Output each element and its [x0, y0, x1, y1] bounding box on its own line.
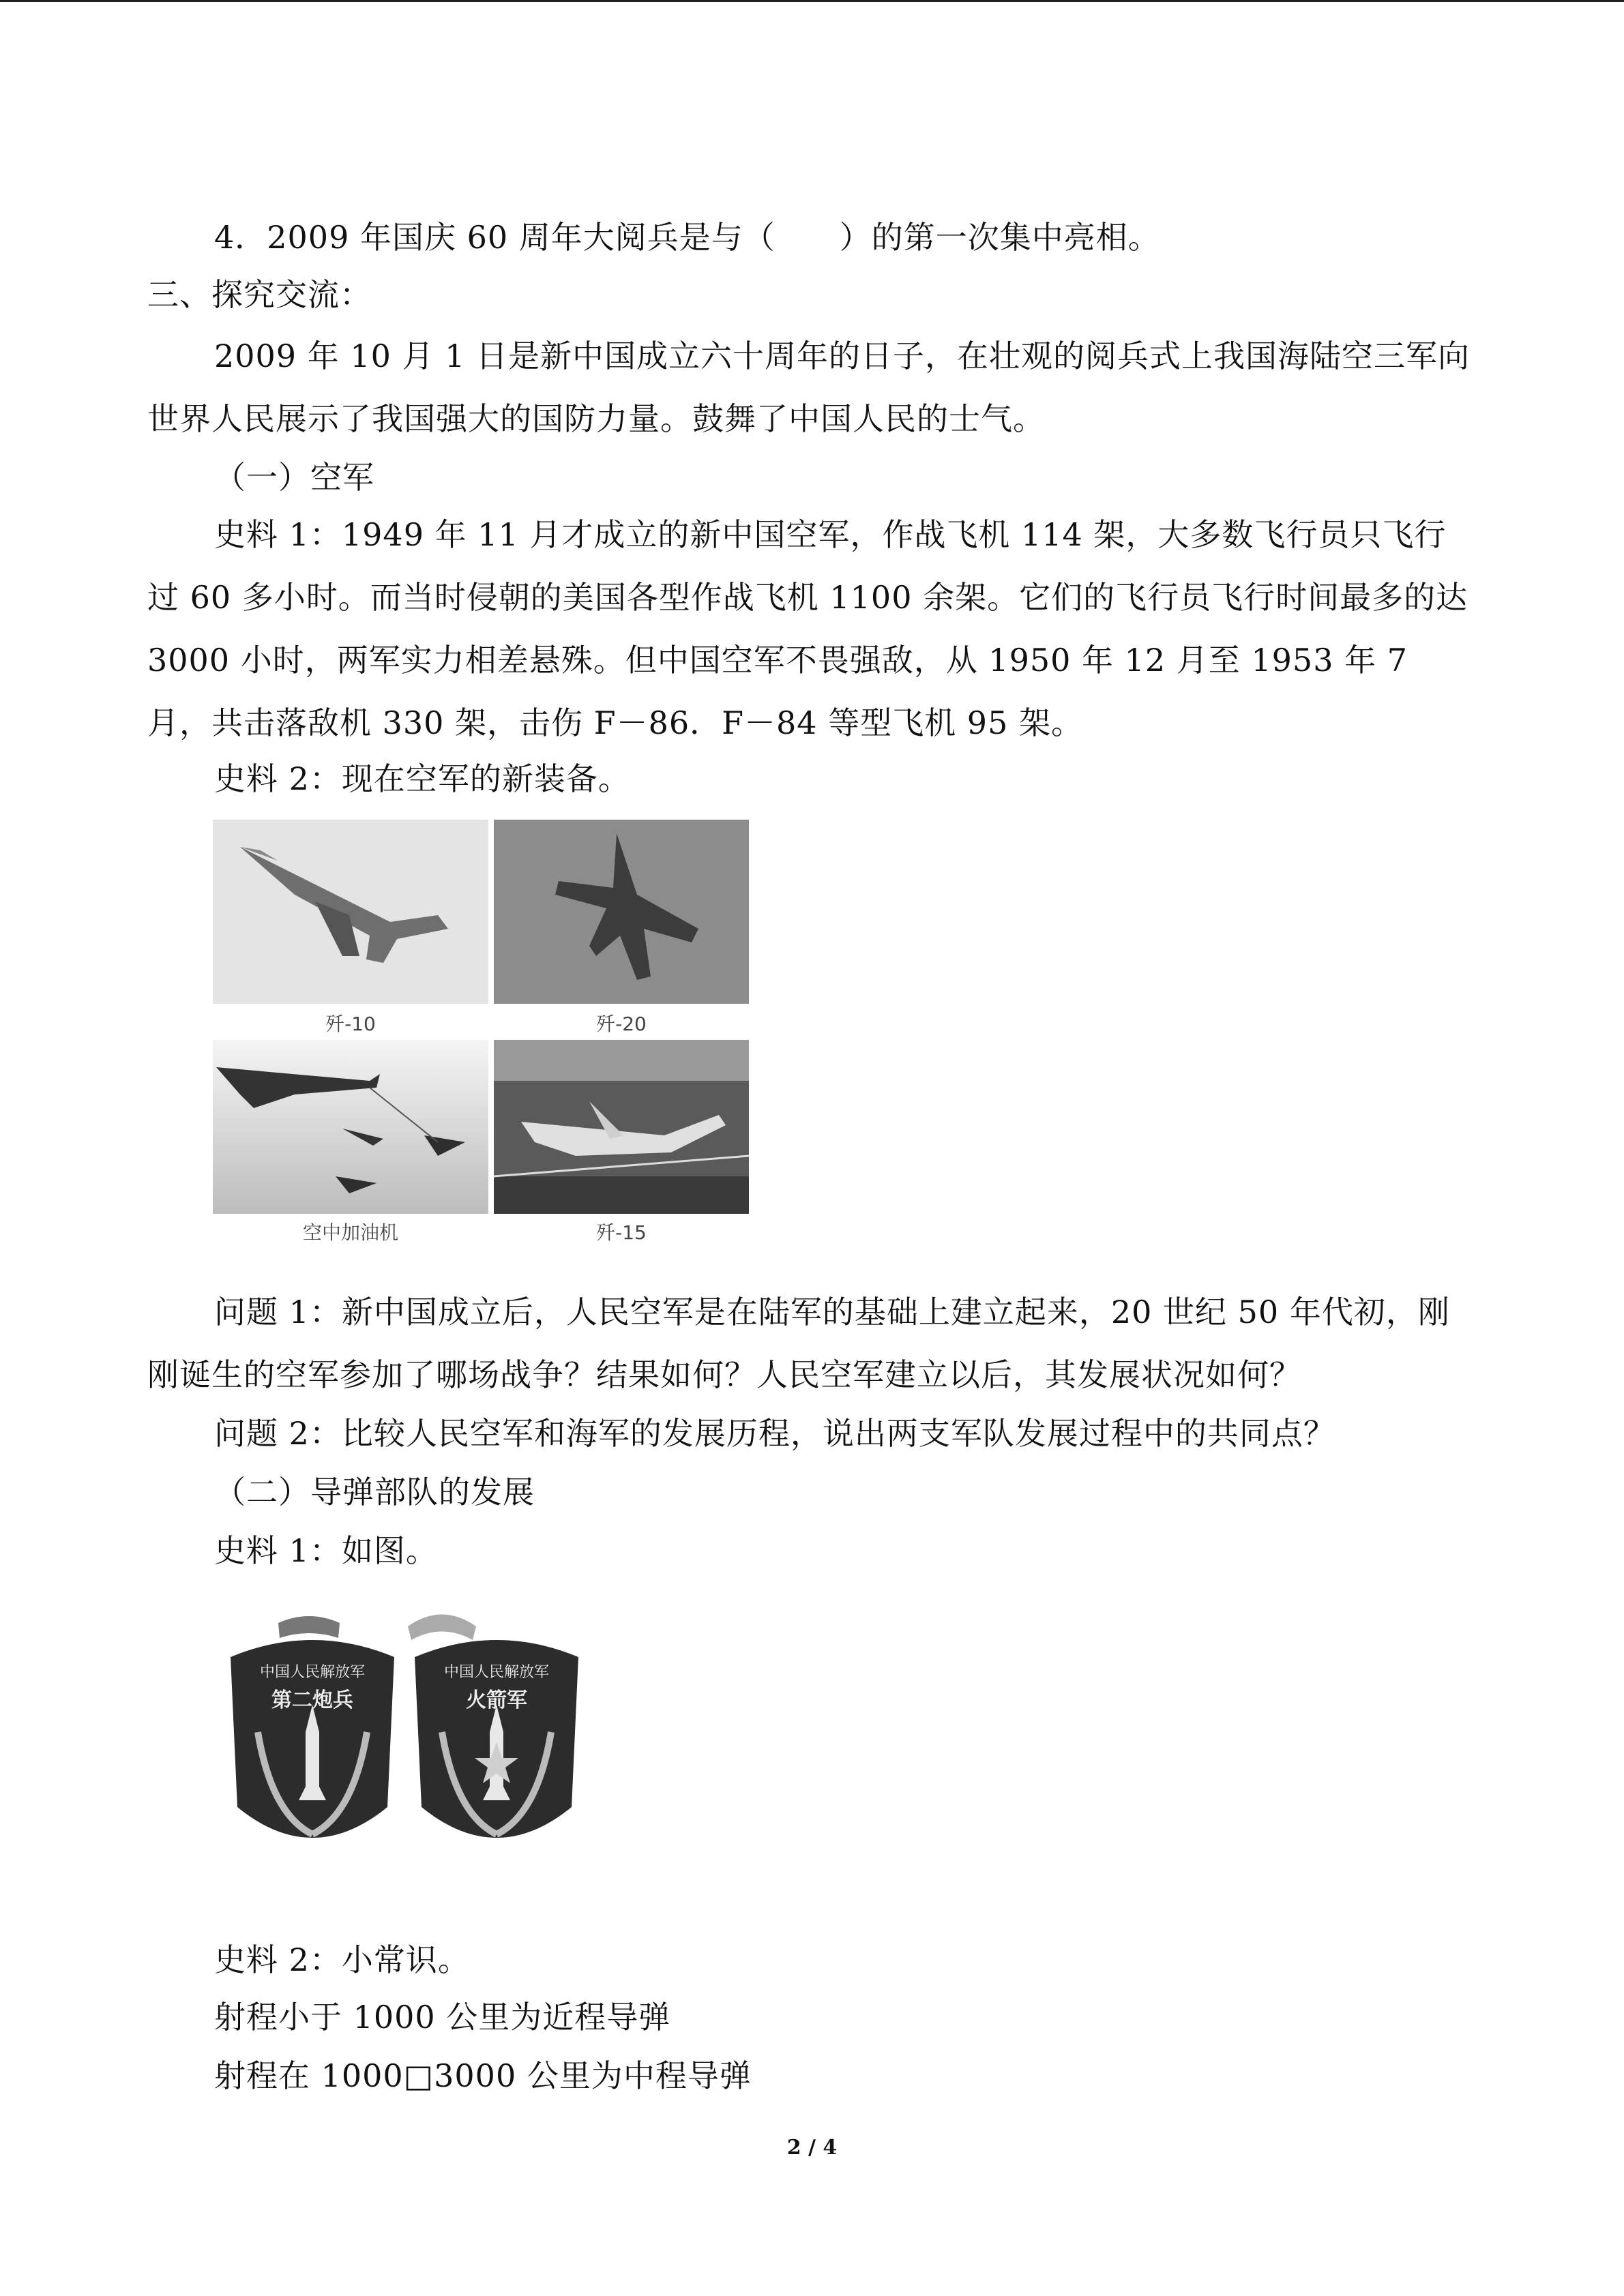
badge-left-name: 第二炮兵	[271, 1688, 353, 1712]
question-4: 4．2009 年国庆 60 周年大阅兵是与（ ）的第一次集中亮相。	[214, 219, 1160, 256]
subsection-air-force: （一）空军	[214, 459, 374, 496]
range-short: 射程小于 1000 公里为近程导弹	[214, 1999, 671, 2036]
material-1-figure: 史料 1：如图。	[214, 1532, 438, 1569]
material-2-heading: 史料 2：现在空军的新装备。	[214, 760, 630, 797]
material-2-knowledge: 史料 2：小常识。	[214, 1941, 470, 1978]
badge-right-top-text: 中国人民解放军	[443, 1664, 549, 1681]
caption-j20: 歼-20	[596, 1013, 647, 1035]
intro-paragraph: 2009 年 10 月 1 日是新中国成立六十周年的日子，在壮观的阅兵式上我国海陆空三军向世界人民展示了我国强大的国防力量。鼓舞了中国人民的士气。	[147, 338, 1470, 437]
range-medium: 射程在 1000□3000 公里为中程导弹	[214, 2057, 752, 2094]
tanker-photo	[213, 1040, 488, 1214]
material-1-paragraph: 史料 1：1949 年 11 月才成立的新中国空军，作战飞机 114 架，大多数飞行员只飞行过 60 多小时。而当时侵朝的美国各型作战飞机 1100 余架。它们的飞行员飞行时间最多的达 3000 小时，两军实力相差悬殊。但中国空军不畏强敌，从 1950 年 12 月至 1953 年 7 月，共击落敌机 330 架，击伤 F－86．F－84 等型飞机 95 架。	[147, 516, 1468, 741]
badge-left-top-text: 中国人民解放军	[259, 1664, 365, 1681]
caption-j15: 歼-15	[596, 1221, 647, 1244]
j10-photo	[213, 820, 488, 1004]
page-number: 2 / 4	[786, 2136, 838, 2160]
j15-photo	[494, 1040, 749, 1214]
subsection-missile-force: （二）导弹部队的发展	[214, 1474, 535, 1510]
badges-image	[217, 1596, 599, 1896]
question-1-paragraph: 问题 1：新中国成立后，人民空军是在陆军的基础上建立起来，20 世纪 50 年代初，刚刚诞生的空军参加了哪场战争？结果如何？人民空军建立以后，其发展状况如何？	[147, 1294, 1450, 1393]
badge-right-name: 火箭军	[466, 1688, 527, 1712]
question-2: 问题 2：比较人民空军和海军的发展历程，说出两支军队发展过程中的共同点？	[214, 1415, 1335, 1452]
j20-photo	[494, 820, 749, 1004]
page-top-border	[0, 0, 1624, 2]
caption-j10: 歼-10	[325, 1013, 376, 1035]
caption-tanker: 空中加油机	[302, 1221, 398, 1244]
section-heading-3: 三、探究交流：	[147, 276, 372, 313]
